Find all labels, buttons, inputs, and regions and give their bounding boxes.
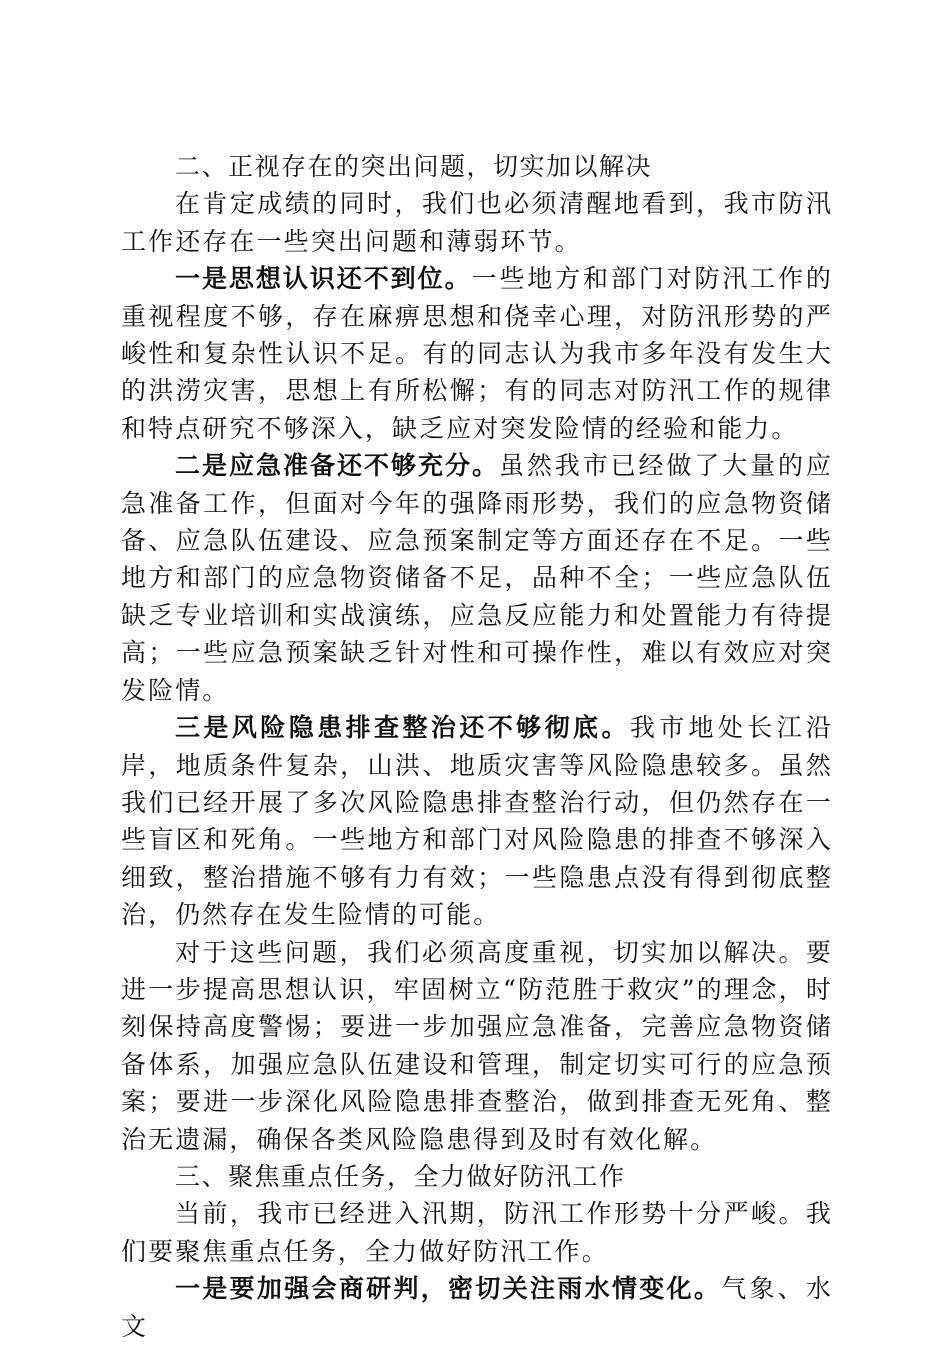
section-3-point-1: [121, 1270, 833, 1345]
section-2-intro: 在肯定成绩的同时，我们也必须清醒地看到，我市防汛工作还存在一些突出问题和薄弱环节。: [121, 189, 833, 256]
point-body: 一些地方和部门对防汛工作的重视程度不够，存在麻痹思想和侥幸心理，对防汛形势的严峻性和复杂性认识不足。有的同志认为我市多年没有发生大的洪涝灾害，思想上有所松懈；有的同志对防汛工作的规律和特点研究不够深入，缺乏应对突发险情的经验和能力。: [121, 264, 834, 443]
section-2-conclusion: 对于这些问题，我们必须高度重视，切实加以解决。要进一步提高思想认识，牢固树立“防范胜于救灾”的理念，时刻保持高度警惕；要进一步加强应急准备，完善应急物资储备体系，加强应急队伍建设和管理，制定切实可行的应急预案；要进一步深化风险隐患排查整治，做到排查无死角、整治无遗漏，确保各类风险隐患得到及时有效化解。: [121, 937, 833, 1154]
point-lead: 三是风险隐患排查整治还不够彻底。: [175, 713, 630, 743]
point-lead: 二是应急准备还不够充分。: [175, 451, 499, 481]
section-2-point-2: [121, 447, 833, 709]
point-body: 我市地处长江沿岸，地质条件复杂，山洪、地质灾害等风险隐患较多。虽然我们已经开展了多次风险隐患排查整治行动，但仍然存在一些盲区和死角。一些地方和部门对风险隐患的排查不够深入细致，整治措施不够有力有效；一些隐患点没有得到彻底整治，仍然存在发生险情的可能。: [121, 713, 833, 930]
section-2-point-1: [121, 260, 833, 447]
point-lead: 一是思想认识还不到位。: [175, 264, 472, 294]
section-3-intro: 当前，我市已经进入汛期，防汛工作形势十分严峻。我们要聚焦重点任务，全力做好防汛工作。: [121, 1199, 833, 1266]
section-3-heading: 三、聚焦重点任务，全力做好防汛工作: [175, 1161, 626, 1191]
point-lead: 一是要加强会商研判，密切关注雨水情变化。: [175, 1274, 722, 1304]
point-body: 虽然我市已经做了大量的应急准备工作，但面对今年的强降雨形势，我们的应急物资储备、应急队伍建设、应急预案制定等方面还存在不足。一些地方和部门的应急物资储备不足，品种不全；一些应急队伍缺乏专业培训和实战演练，应急反应能力和处置能力有待提高；一些应急预案缺乏针对性和可操作性，难以有效应对突发险情。: [121, 451, 833, 705]
section-2-point-3: [121, 709, 833, 933]
section-2-heading: 二、正视存在的突出问题，切实加以解决: [175, 152, 653, 181]
point-body: 气象、水文: [121, 1274, 833, 1341]
document-page: [121, 148, 833, 1345]
